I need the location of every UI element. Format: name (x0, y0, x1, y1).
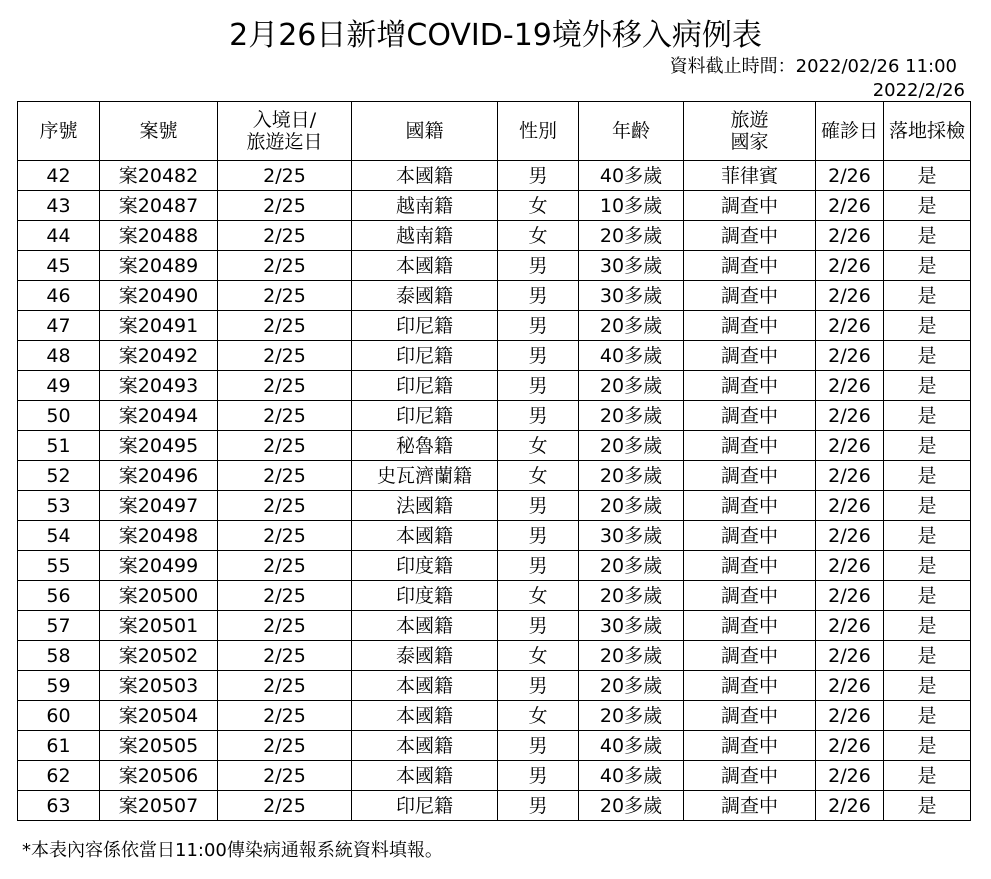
cell-entry-date: 2/25 (218, 401, 352, 431)
cell-arrival-test: 是 (884, 191, 971, 221)
header-label-line1: 年齡 (611, 120, 650, 142)
cell-serial: 46 (18, 281, 100, 311)
cell-entry-date: 2/25 (218, 191, 352, 221)
cell-diagnosis-date: 2/26 (816, 641, 884, 671)
header-case-number (100, 102, 218, 161)
cell-nationality: 印度籍 (352, 551, 498, 581)
cell-sex: 女 (498, 191, 579, 221)
cell-arrival-test: 是 (884, 281, 971, 311)
cell-serial: 49 (18, 371, 100, 401)
cell-arrival-test: 是 (884, 731, 971, 761)
cell-entry-date: 2/25 (218, 521, 352, 551)
cell-diagnosis-date: 2/26 (816, 161, 884, 191)
cell-travel-country: 菲律賓 (684, 161, 816, 191)
cell-sex: 女 (498, 461, 579, 491)
cell-entry-date: 2/25 (218, 791, 352, 821)
cell-age: 20多歲 (579, 701, 684, 731)
cell-travel-country: 調查中 (684, 371, 816, 401)
cell-travel-country: 調查中 (684, 731, 816, 761)
cell-age: 10多歲 (579, 191, 684, 221)
cell-travel-country: 調查中 (684, 611, 816, 641)
cell-age: 20多歲 (579, 581, 684, 611)
table-row (18, 371, 971, 401)
cell-diagnosis-date: 2/26 (816, 581, 884, 611)
cell-nationality: 越南籍 (352, 191, 498, 221)
cell-travel-country: 調查中 (684, 191, 816, 221)
cell-entry-date: 2/25 (218, 281, 352, 311)
header-label-line1: 序號 (39, 120, 78, 142)
cell-entry-date: 2/25 (218, 641, 352, 671)
cell-sex: 男 (498, 401, 579, 431)
cell-age: 30多歲 (579, 281, 684, 311)
cell-age: 20多歲 (579, 431, 684, 461)
cell-diagnosis-date: 2/26 (816, 461, 884, 491)
cell-entry-date: 2/25 (218, 581, 352, 611)
cell-nationality: 本國籍 (352, 761, 498, 791)
cell-serial: 57 (18, 611, 100, 641)
cell-sex: 男 (498, 161, 579, 191)
header-label-line1: 國籍 (405, 120, 444, 142)
cell-serial: 50 (18, 401, 100, 431)
cell-sex: 女 (498, 701, 579, 731)
cell-arrival-test: 是 (884, 311, 971, 341)
table-row (18, 191, 971, 221)
header-arrival-test (884, 102, 971, 161)
table-row (18, 221, 971, 251)
cell-nationality: 印尼籍 (352, 311, 498, 341)
header-label-line1: 旅遊 (730, 109, 769, 131)
cell-entry-date: 2/25 (218, 551, 352, 581)
cell-serial: 53 (18, 491, 100, 521)
cell-travel-country: 調查中 (684, 701, 816, 731)
cell-diagnosis-date: 2/26 (816, 281, 884, 311)
cell-sex: 男 (498, 251, 579, 281)
cell-arrival-test: 是 (884, 761, 971, 791)
cell-serial: 56 (18, 581, 100, 611)
cell-age: 20多歲 (579, 671, 684, 701)
cell-age: 40多歲 (579, 341, 684, 371)
cell-serial: 52 (18, 461, 100, 491)
cell-entry-date: 2/25 (218, 161, 352, 191)
cell-arrival-test: 是 (884, 611, 971, 641)
cell-sex: 男 (498, 281, 579, 311)
header-label-line1: 案號 (139, 120, 178, 142)
cell-entry-date: 2/25 (218, 311, 352, 341)
cell-sex: 男 (498, 341, 579, 371)
cell-sex: 男 (498, 731, 579, 761)
header-entry-date (218, 102, 352, 161)
cell-travel-country: 調查中 (684, 311, 816, 341)
cell-serial: 58 (18, 641, 100, 671)
cell-sex: 男 (498, 671, 579, 701)
cell-sex: 女 (498, 641, 579, 671)
header-label-line2: 國家 (730, 131, 769, 153)
table-row (18, 431, 971, 461)
cell-age: 30多歲 (579, 611, 684, 641)
cell-sex: 女 (498, 581, 579, 611)
cell-sex: 男 (498, 761, 579, 791)
cell-case-number: 案20507 (100, 791, 218, 821)
header-label-line2: 旅遊迄日 (246, 131, 323, 153)
cell-arrival-test: 是 (884, 371, 971, 401)
cell-nationality: 越南籍 (352, 221, 498, 251)
table-row (18, 521, 971, 551)
cell-case-number: 案20499 (100, 551, 218, 581)
cell-nationality: 本國籍 (352, 611, 498, 641)
cell-diagnosis-date: 2/26 (816, 371, 884, 401)
cell-diagnosis-date: 2/26 (816, 251, 884, 281)
cell-sex: 男 (498, 791, 579, 821)
cell-case-number: 案20488 (100, 221, 218, 251)
table-row (18, 401, 971, 431)
table-row (18, 581, 971, 611)
cell-sex: 女 (498, 431, 579, 461)
data-cutoff-time: 資料截止時間：2022/02/26 11:00 (669, 56, 957, 77)
header-age (579, 102, 684, 161)
cell-travel-country: 調查中 (684, 221, 816, 251)
cell-entry-date: 2/25 (218, 431, 352, 461)
cell-entry-date: 2/25 (218, 491, 352, 521)
report-date: 2022/2/26 (872, 80, 965, 101)
cell-diagnosis-date: 2/26 (816, 521, 884, 551)
cell-entry-date: 2/25 (218, 701, 352, 731)
cell-serial: 62 (18, 761, 100, 791)
cell-diagnosis-date: 2/26 (816, 731, 884, 761)
table-row (18, 311, 971, 341)
cell-age: 30多歲 (579, 521, 684, 551)
cell-arrival-test: 是 (884, 341, 971, 371)
cell-travel-country: 調查中 (684, 461, 816, 491)
cell-case-number: 案20497 (100, 491, 218, 521)
cell-arrival-test: 是 (884, 641, 971, 671)
cell-age: 20多歲 (579, 221, 684, 251)
cell-entry-date: 2/25 (218, 371, 352, 401)
header-sex (498, 102, 579, 161)
cell-entry-date: 2/25 (218, 731, 352, 761)
cell-arrival-test: 是 (884, 221, 971, 251)
cell-travel-country: 調查中 (684, 281, 816, 311)
cell-arrival-test: 是 (884, 401, 971, 431)
header-label-line1: 落地採檢 (888, 120, 965, 142)
cell-sex: 女 (498, 221, 579, 251)
cell-nationality: 泰國籍 (352, 281, 498, 311)
cell-arrival-test: 是 (884, 521, 971, 551)
cell-age: 20多歲 (579, 491, 684, 521)
cell-diagnosis-date: 2/26 (816, 311, 884, 341)
header-label-line1: 確診日 (820, 120, 878, 142)
cell-serial: 51 (18, 431, 100, 461)
cell-case-number: 案20491 (100, 311, 218, 341)
cell-age: 20多歲 (579, 311, 684, 341)
cell-case-number: 案20493 (100, 371, 218, 401)
cell-serial: 61 (18, 731, 100, 761)
cell-case-number: 案20482 (100, 161, 218, 191)
cell-nationality: 印尼籍 (352, 791, 498, 821)
cell-serial: 44 (18, 221, 100, 251)
cell-arrival-test: 是 (884, 671, 971, 701)
cell-case-number: 案20489 (100, 251, 218, 281)
table-row (18, 791, 971, 821)
header-label-line1: 性別 (518, 120, 557, 142)
cell-case-number: 案20492 (100, 341, 218, 371)
cell-serial: 59 (18, 671, 100, 701)
cell-arrival-test: 是 (884, 791, 971, 821)
cell-sex: 男 (498, 521, 579, 551)
cell-nationality: 印尼籍 (352, 401, 498, 431)
cell-arrival-test: 是 (884, 161, 971, 191)
cell-age: 40多歲 (579, 731, 684, 761)
cell-age: 40多歲 (579, 161, 684, 191)
table-row (18, 251, 971, 281)
cell-serial: 55 (18, 551, 100, 581)
cell-entry-date: 2/25 (218, 251, 352, 281)
cell-entry-date: 2/25 (218, 611, 352, 641)
cell-sex: 男 (498, 611, 579, 641)
header-serial (18, 102, 100, 161)
cell-diagnosis-date: 2/26 (816, 191, 884, 221)
cell-arrival-test: 是 (884, 701, 971, 731)
page-title: 2月26日新增COVID-19境外移入病例表 (229, 18, 762, 53)
cell-travel-country: 調查中 (684, 581, 816, 611)
cell-nationality: 印尼籍 (352, 371, 498, 401)
cell-nationality: 本國籍 (352, 251, 498, 281)
table-row (18, 701, 971, 731)
cell-case-number: 案20494 (100, 401, 218, 431)
table-row (18, 671, 971, 701)
cell-diagnosis-date: 2/26 (816, 791, 884, 821)
cell-case-number: 案20506 (100, 761, 218, 791)
cell-diagnosis-date: 2/26 (816, 221, 884, 251)
table-row (18, 641, 971, 671)
cell-travel-country: 調查中 (684, 641, 816, 671)
table-row (18, 161, 971, 191)
cell-entry-date: 2/25 (218, 221, 352, 251)
cell-nationality: 本國籍 (352, 701, 498, 731)
cell-travel-country: 調查中 (684, 521, 816, 551)
cell-diagnosis-date: 2/26 (816, 611, 884, 641)
cell-travel-country: 調查中 (684, 491, 816, 521)
table-row (18, 611, 971, 641)
cell-serial: 45 (18, 251, 100, 281)
cell-case-number: 案20487 (100, 191, 218, 221)
table-header-row (18, 102, 971, 161)
footnote: *本表內容係依當日11:00傳染病通報系統資料填報。 (22, 840, 443, 861)
cell-sex: 男 (498, 551, 579, 581)
cell-entry-date: 2/25 (218, 341, 352, 371)
header-nationality (352, 102, 498, 161)
cell-case-number: 案20504 (100, 701, 218, 731)
cell-nationality: 本國籍 (352, 521, 498, 551)
cell-travel-country: 調查中 (684, 671, 816, 701)
cell-diagnosis-date: 2/26 (816, 491, 884, 521)
cell-case-number: 案20495 (100, 431, 218, 461)
cell-entry-date: 2/25 (218, 461, 352, 491)
cell-diagnosis-date: 2/26 (816, 401, 884, 431)
cell-travel-country: 調查中 (684, 341, 816, 371)
case-table (17, 101, 971, 821)
cell-arrival-test: 是 (884, 461, 971, 491)
cell-diagnosis-date: 2/26 (816, 761, 884, 791)
cell-arrival-test: 是 (884, 431, 971, 461)
cell-diagnosis-date: 2/26 (816, 431, 884, 461)
cell-travel-country: 調查中 (684, 431, 816, 461)
cell-diagnosis-date: 2/26 (816, 341, 884, 371)
cell-nationality: 印度籍 (352, 581, 498, 611)
cell-case-number: 案20490 (100, 281, 218, 311)
cell-age: 30多歲 (579, 251, 684, 281)
cell-serial: 54 (18, 521, 100, 551)
table-row (18, 551, 971, 581)
cell-arrival-test: 是 (884, 491, 971, 521)
cell-sex: 男 (498, 311, 579, 341)
cell-serial: 43 (18, 191, 100, 221)
cell-nationality: 本國籍 (352, 671, 498, 701)
cell-age: 20多歲 (579, 551, 684, 581)
cell-arrival-test: 是 (884, 551, 971, 581)
cell-nationality: 法國籍 (352, 491, 498, 521)
cell-age: 40多歲 (579, 761, 684, 791)
cell-diagnosis-date: 2/26 (816, 701, 884, 731)
cell-serial: 60 (18, 701, 100, 731)
cell-diagnosis-date: 2/26 (816, 551, 884, 581)
table-row (18, 281, 971, 311)
cell-case-number: 案20503 (100, 671, 218, 701)
table-row (18, 731, 971, 761)
cell-case-number: 案20502 (100, 641, 218, 671)
cell-age: 20多歲 (579, 641, 684, 671)
cell-age: 20多歲 (579, 371, 684, 401)
table-row (18, 761, 971, 791)
header-label-line1: 入境日/ (252, 109, 317, 131)
cell-entry-date: 2/25 (218, 761, 352, 791)
cell-serial: 63 (18, 791, 100, 821)
cell-entry-date: 2/25 (218, 671, 352, 701)
header-diagnosis-date (816, 102, 884, 161)
cell-nationality: 秘魯籍 (352, 431, 498, 461)
table-body (18, 161, 971, 821)
table-row (18, 491, 971, 521)
cell-nationality: 泰國籍 (352, 641, 498, 671)
table-row (18, 341, 971, 371)
cell-serial: 47 (18, 311, 100, 341)
cell-arrival-test: 是 (884, 581, 971, 611)
cell-case-number: 案20496 (100, 461, 218, 491)
table-row (18, 461, 971, 491)
cell-travel-country: 調查中 (684, 791, 816, 821)
cell-travel-country: 調查中 (684, 551, 816, 581)
cell-arrival-test: 是 (884, 251, 971, 281)
cell-nationality: 史瓦濟蘭籍 (352, 461, 498, 491)
cell-serial: 42 (18, 161, 100, 191)
cell-case-number: 案20501 (100, 611, 218, 641)
cell-travel-country: 調查中 (684, 401, 816, 431)
cell-travel-country: 調查中 (684, 251, 816, 281)
cell-sex: 男 (498, 491, 579, 521)
cell-case-number: 案20505 (100, 731, 218, 761)
cell-age: 20多歲 (579, 401, 684, 431)
cell-nationality: 本國籍 (352, 731, 498, 761)
cell-case-number: 案20498 (100, 521, 218, 551)
cell-age: 20多歲 (579, 791, 684, 821)
cell-age: 20多歲 (579, 461, 684, 491)
cell-diagnosis-date: 2/26 (816, 671, 884, 701)
header-travel-country (684, 102, 816, 161)
cell-travel-country: 調查中 (684, 761, 816, 791)
cell-case-number: 案20500 (100, 581, 218, 611)
cell-serial: 48 (18, 341, 100, 371)
cell-nationality: 本國籍 (352, 161, 498, 191)
cell-nationality: 印尼籍 (352, 341, 498, 371)
cell-sex: 男 (498, 371, 579, 401)
